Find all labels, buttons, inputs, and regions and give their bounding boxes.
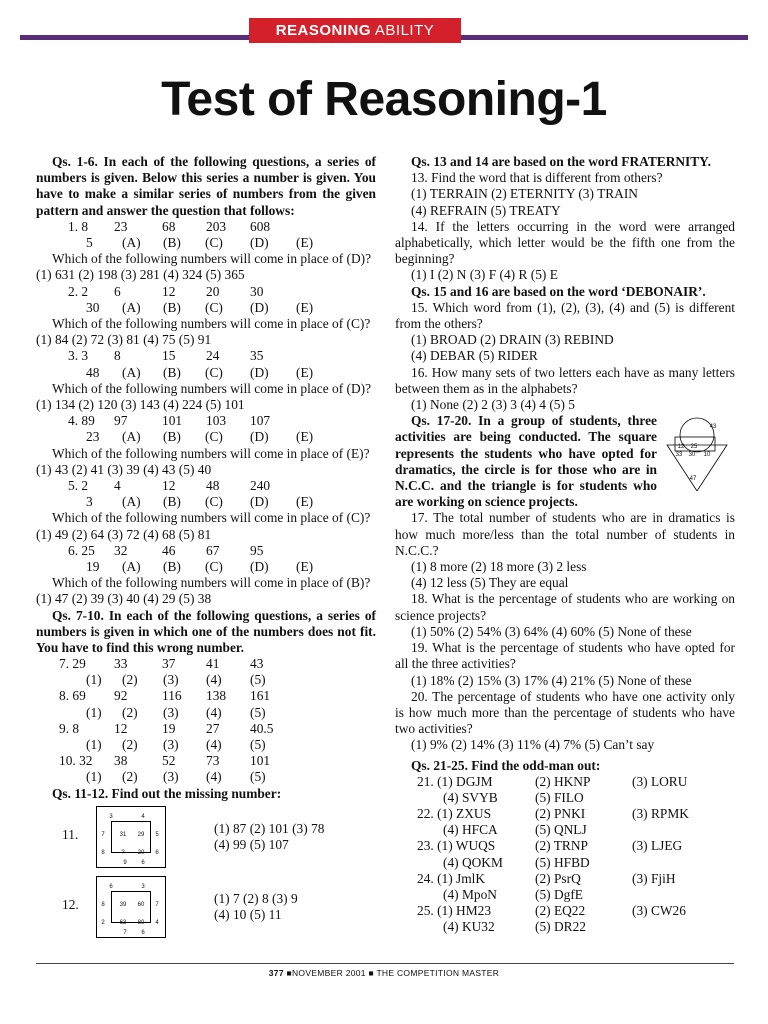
series-row-value: 35 (250, 348, 264, 364)
series-pattern-row-value: (A) (122, 235, 141, 250)
question-16: 16. How many sets of two letters each have as many letters between them as in the alphabets? (395, 364, 735, 396)
question-15-options: (1) BROAD (2) DRAIN (3) REBIND (411, 332, 614, 348)
odd-man-row-value: (4) QOKM (443, 854, 503, 870)
wrong-number-labels-value: (1) (86, 769, 102, 785)
odd-man-row-value: 22. (1) ZXUS (417, 806, 492, 822)
series-pattern-row-value: 23 (86, 429, 100, 445)
grid-cell: 60 (137, 901, 145, 908)
grid-cell: 9 (123, 859, 127, 866)
series-row-value: 5. 2 (68, 477, 89, 493)
series-row-value: 24 (206, 348, 220, 364)
series-row (36, 348, 376, 364)
series-row-value: 101 (162, 413, 183, 429)
wrong-number-row-value: 92 (114, 688, 128, 704)
venn-value: 12 (677, 444, 685, 451)
odd-man-row (395, 887, 735, 903)
wrong-number-row-value: 33 (114, 656, 128, 672)
instructions-17-20-block (395, 413, 735, 510)
odd-man-row-value: (5) HFBD (535, 854, 590, 870)
series-question: Which of the following numbers will come in place of (D)? (52, 251, 372, 267)
left-column (36, 154, 376, 942)
wrong-number-labels-value: (3) (163, 672, 179, 688)
odd-man-row (395, 903, 735, 919)
puzzle-options: (4) 99 (5) 107 (214, 836, 289, 852)
wrong-number-row-value: 43 (250, 656, 264, 672)
wrong-number-labels-value: (4) (206, 769, 222, 785)
series-options: (1) 49 (2) 64 (3) 72 (4) 68 (5) 81 (36, 526, 212, 542)
wrong-number-labels-value: (2) (122, 769, 138, 785)
series-pattern-row (36, 429, 376, 445)
series-row-value: 203 (206, 218, 227, 234)
wrong-number-labels-value: (1) (86, 737, 102, 753)
question-18: 18. What is the percentage of students who are working on science projects? (395, 591, 735, 623)
question-14-options: (1) I (2) N (3) F (4) R (5) E (411, 267, 558, 283)
grid-cell: 7 (123, 929, 127, 936)
odd-man-row-value: (5) DgfE (535, 887, 583, 903)
grid-cell: 6 (141, 859, 145, 866)
question-13-options: (4) REFRAIN (5) TREATY (411, 202, 561, 218)
question-13: 13. Find the word that is different from others? (411, 170, 663, 186)
series-pattern-row-value: (A) (122, 364, 141, 380)
series-options: (1) 43 (2) 41 (3) 39 (4) 43 (5) 40 (36, 461, 212, 477)
wrong-number-row-value: 161 (250, 688, 271, 704)
question-18-options: (1) 50% (2) 54% (3) 64% (4) 60% (5) None of these (411, 623, 692, 639)
series-pattern-row-value: (B) (163, 235, 181, 250)
question-17-options: (4) 12 less (5) They are equal (411, 575, 569, 591)
wrong-number-labels-value: (5) (250, 737, 266, 753)
series-row-value: 240 (250, 477, 271, 493)
series-row-value: 48 (206, 477, 220, 493)
series-row (36, 543, 376, 559)
instructions-15-16: Qs. 15 and 16 are based on the word ‘DEBONAIR’. (411, 283, 706, 299)
puzzle-options: (1) 87 (2) 101 (3) 78 (214, 820, 325, 836)
series-row-value: 95 (250, 542, 264, 558)
wrong-number-row-value: 19 (162, 720, 176, 736)
venn-value: 25 (690, 444, 698, 451)
series-pattern-row-value: (A) (122, 429, 141, 445)
odd-man-row (395, 871, 735, 887)
instructions-17-20: Qs. 17-20. In a group of students, three activities are being conducted. The square represents the students who have opted for dramatics, the circle is for those who are in N.C.C. and the triangle is for students who are working on science projects. (395, 413, 657, 510)
wrong-number-row-value: 40.5 (250, 720, 274, 736)
odd-man-row-value: (3) CW26 (632, 903, 686, 919)
wrong-number-labels-value: (3) (163, 769, 179, 785)
wrong-number-labels (36, 672, 376, 688)
question-20: 20. The percentage of students who have one activity only is how much more than the percentage of students who have two activities? (395, 688, 735, 737)
wrong-number-row (36, 656, 376, 672)
series-pattern-row-value: (C) (205, 235, 223, 250)
grid-cell: 80 (137, 919, 145, 926)
grid-cell: 31 (119, 831, 127, 838)
series-row (36, 219, 376, 235)
series-row-value: 23 (114, 218, 128, 234)
series-pattern-row-value: (A) (122, 558, 141, 574)
series-row-value: 4 (114, 477, 121, 493)
wrong-number-row-value: 37 (162, 656, 176, 672)
wrong-number-row-value: 52 (162, 753, 176, 769)
wrong-number-row-value: 10. 32 (59, 753, 93, 769)
wrong-number-labels-value: (3) (163, 704, 179, 720)
venn-value: 47 (689, 476, 697, 483)
odd-man-row-value: 24. (1) JmlK (417, 870, 486, 886)
question-15: 15. Which word from (1), (2), (3), (4) and (5) is different from the others? (395, 299, 735, 332)
odd-man-row-value: (4) KU32 (443, 919, 495, 935)
series-pattern-row-value: (E) (296, 429, 314, 445)
instructions-21-25: Qs. 21-25. Find the odd-man out: (411, 757, 601, 773)
series-pattern-row-value: (D) (250, 429, 269, 445)
series-row-value: 67 (206, 542, 220, 558)
odd-man-row (395, 838, 735, 854)
question-number: 12. (62, 896, 79, 912)
series-row-value: 8 (114, 348, 121, 364)
question-19: 19. What is the percentage of students who have opted for all the three activities? (395, 640, 735, 672)
grid-cell: 8 (101, 849, 105, 856)
odd-man-row (395, 774, 735, 790)
wrong-number-row (36, 721, 376, 737)
series-pattern-row-value: (C) (205, 299, 223, 315)
series-row-value: 103 (206, 413, 227, 429)
odd-man-row-value: 21. (1) DGJM (417, 773, 493, 789)
series-row-value: 32 (114, 542, 128, 558)
wrong-number-labels-value: (2) (122, 704, 138, 720)
series-pattern-row-value: (B) (163, 364, 181, 380)
wrong-number-row (36, 688, 376, 704)
wrong-number-row (36, 753, 376, 769)
grid-cell: 7 (101, 831, 105, 838)
series-pattern-row (36, 300, 376, 316)
series-pattern-row (36, 494, 376, 510)
series-question: Which of the following numbers will come in place of (E)? (52, 445, 370, 461)
series-pattern-row-value: (E) (296, 364, 314, 380)
odd-man-row-value: (3) FjiH (632, 870, 676, 886)
series-pattern-row-value: (E) (296, 235, 314, 250)
question-14: 14. If the letters occurring in the word were arranged alphabetically, which letter would be the fifth one from the beginning? (395, 218, 735, 267)
odd-man-row (395, 919, 735, 935)
venn-value: 10 (703, 452, 711, 459)
wrong-number-labels-value: (5) (250, 769, 266, 785)
series-options: (1) 631 (2) 198 (3) 281 (4) 324 (5) 365 (36, 267, 245, 283)
odd-man-row-value: (5) QNLJ (535, 822, 587, 838)
venn-diagram-figure (661, 411, 741, 491)
series-pattern-row-value: (B) (163, 494, 181, 510)
series-pattern-row-value: 48 (86, 364, 100, 380)
footer-square-icon: ■ (368, 968, 374, 978)
wrong-number-labels-value: (1) (86, 672, 102, 688)
series-pattern-row-value: (D) (250, 235, 269, 250)
venn-value: 43 (709, 424, 717, 431)
series-row-value: 12 (162, 477, 176, 493)
wrong-number-labels (36, 705, 376, 721)
series-row (36, 478, 376, 494)
puzzle-q11 (36, 802, 376, 872)
page-number: 377 (268, 968, 284, 978)
question-17-options: (1) 8 more (2) 18 more (3) 2 less (411, 559, 587, 575)
series-pattern-row-value: (E) (296, 299, 314, 315)
series-question: Which of the following numbers will come in place of (C)? (52, 315, 371, 331)
series-pattern-row (36, 235, 376, 251)
odd-man-row-value: (2) EQ22 (535, 903, 586, 919)
odd-man-row-value: (2) TRNP (535, 838, 588, 854)
odd-man-row (395, 855, 735, 871)
series-row-value: 12 (162, 283, 176, 299)
wrong-number-row-value: 138 (206, 688, 227, 704)
odd-man-row (395, 790, 735, 806)
series-pattern-row-value: 30 (86, 299, 100, 315)
footer-square-icon: ■ (286, 968, 292, 978)
grid-cell: 6 (141, 929, 145, 936)
footer-date: NOVEMBER 2001 (291, 968, 366, 978)
series-pattern-row-value: (E) (296, 494, 314, 510)
question-15-options: (4) DEBAR (5) RIDER (411, 348, 538, 364)
grid-cell: 29 (137, 831, 145, 838)
series-row-value: 97 (114, 413, 128, 429)
wrong-number-labels-value: (5) (250, 672, 266, 688)
grid-cell: 2 (101, 919, 105, 926)
wrong-number-labels-value: (2) (122, 737, 138, 753)
puzzle-options: (1) 7 (2) 8 (3) 9 (214, 890, 298, 906)
wrong-number-row-value: 73 (206, 753, 220, 769)
grid-cell: 6 (155, 849, 159, 856)
grid-cell: 3 (141, 883, 145, 890)
footer-magazine: THE COMPETITION MASTER (376, 968, 500, 978)
odd-man-row-value: (4) MpoN (443, 887, 497, 903)
section-banner (249, 18, 461, 43)
odd-man-row (395, 822, 735, 838)
wrong-number-labels-value: (2) (122, 672, 138, 688)
series-question: Which of the following numbers will come in place of (C)? (52, 510, 371, 526)
odd-man-row-value: 23. (1) WUQS (417, 838, 496, 854)
number-grid-figure (96, 806, 166, 868)
series-options: (1) 134 (2) 120 (3) 143 (4) 224 (5) 101 (36, 396, 245, 412)
section-subname: ABILITY (374, 22, 435, 39)
question-number: 11. (62, 826, 79, 842)
venn-value: 30 (688, 452, 696, 459)
series-options: (1) 47 (2) 39 (3) 40 (4) 29 (5) 38 (36, 591, 212, 607)
wrong-number-labels (36, 769, 376, 785)
series-pattern-row (36, 559, 376, 575)
question-17: 17. The total number of students who are in dramatics is how much more/less than the total number of students in N.C.C.? (395, 510, 735, 558)
series-row-value: 1. 8 (68, 218, 89, 234)
instructions-13-14: Qs. 13 and 14 are based on the word FRATERNITY. (411, 154, 711, 169)
wrong-number-row-value: 12 (114, 720, 128, 736)
odd-man-row-value: 25. (1) HM23 (417, 903, 492, 919)
grid-cell: 7 (155, 901, 159, 908)
wrong-number-row-value: 8. 69 (59, 688, 86, 704)
question-19-options: (1) 18% (2) 15% (3) 17% (4) 21% (5) None of these (411, 672, 692, 688)
instructions-1-6: Qs. 1-6. In each of the following questions, a series of numbers is given. Below this series a number is given. You have to make a similar series of numbers from the given pattern and answer the question that follows: (36, 154, 376, 218)
series-pattern-row-value: (C) (205, 558, 223, 574)
wrong-number-row-value: 116 (162, 688, 182, 704)
grid-cell: 3 (109, 813, 113, 820)
wrong-number-labels-value: (4) (206, 737, 222, 753)
page-footer (0, 968, 768, 978)
series-row (36, 284, 376, 300)
wrong-number-labels-value: (1) (86, 704, 102, 720)
number-grid-figure (96, 876, 166, 938)
series-row-value: 30 (250, 283, 264, 299)
series-pattern-row-value: (D) (250, 364, 269, 380)
grid-cell: 5 (155, 831, 159, 838)
series-question: Which of the following numbers will come in place of (D)? (52, 380, 372, 396)
odd-man-row-value: (5) FILO (535, 789, 584, 805)
odd-man-row-value: (3) RPMK (632, 806, 689, 822)
grid-cell: 6 (109, 883, 113, 890)
footer-rule (36, 963, 734, 964)
series-row-value: 15 (162, 348, 176, 364)
section-name: REASONING (275, 22, 372, 39)
grid-cell: 4 (141, 813, 145, 820)
series-pattern-row-value: (C) (205, 364, 223, 380)
wrong-number-row-value: 101 (250, 753, 271, 769)
wrong-number-labels (36, 737, 376, 753)
series-pattern-row-value: (D) (250, 299, 269, 315)
series-pattern-row-value: (A) (122, 299, 141, 315)
series-pattern-row-value: (D) (250, 558, 269, 574)
puzzle-options: (4) 10 (5) 11 (214, 906, 282, 922)
venn-value: 33 (675, 452, 683, 459)
instructions-11-12: Qs. 11-12. Find out the missing number: (52, 785, 282, 801)
series-row-value: 2. 2 (68, 283, 89, 299)
series-options: (1) 84 (2) 72 (3) 81 (4) 75 (5) 91 (36, 332, 212, 348)
series-pattern-row-value: (A) (122, 494, 141, 510)
series-pattern-row-value: (D) (250, 494, 269, 510)
question-16-options: (1) None (2) 2 (3) 3 (4) 4 (5) 5 (411, 397, 575, 413)
series-row-value: 6 (114, 283, 121, 299)
question-20-options: (1) 9% (2) 14% (3) 11% (4) 7% (5) Can’t say (411, 737, 655, 753)
series-pattern-row-value: (C) (205, 494, 223, 510)
grid-cell: ? (121, 849, 125, 856)
series-pattern-row (36, 365, 376, 381)
grid-cell: 20 (137, 849, 145, 856)
grid-cell: 63 (119, 919, 127, 926)
wrong-number-row-value: 9. 8 (59, 720, 80, 736)
odd-man-row-value: (3) LORU (632, 773, 688, 789)
wrong-number-labels-value: (4) (206, 704, 222, 720)
series-row-value: 3. 3 (68, 348, 89, 364)
series-row-value: 4. 89 (68, 413, 95, 429)
series-pattern-row-value: (E) (296, 558, 314, 574)
series-pattern-row-value: 19 (86, 558, 100, 574)
series-row-value: 20 (206, 283, 220, 299)
series-row-value: 46 (162, 542, 176, 558)
question-13-options: (1) TERRAIN (2) ETERNITY (3) TRAIN (411, 186, 638, 202)
right-column (395, 154, 735, 936)
wrong-number-row-value: 7. 29 (59, 656, 86, 672)
instructions-7-10: Qs. 7-10. In each of the following questions, a series of numbers is given in which one of the numbers does not fit. You have to find this wrong number. (36, 607, 376, 655)
series-row-value: 107 (250, 413, 271, 429)
series-row-value: 6. 25 (68, 542, 95, 558)
series-pattern-row-value: 5 (86, 235, 93, 250)
odd-man-row-value: (5) DR22 (535, 919, 586, 935)
wrong-number-row-value: 38 (114, 753, 128, 769)
grid-cell: 39 (119, 901, 127, 908)
odd-man-row-value: (3) LJEG (632, 838, 683, 854)
page-title: Test of Reasoning-1 (161, 73, 607, 126)
odd-man-row-value: (4) HFCA (443, 822, 498, 838)
series-pattern-row-value: (B) (163, 299, 181, 315)
series-row-value: 68 (162, 218, 176, 234)
series-pattern-row-value: (B) (163, 429, 181, 445)
series-row (36, 413, 376, 429)
puzzle-q12 (36, 872, 376, 942)
odd-man-row-value: (4) SVYB (443, 789, 498, 805)
grid-cell: 8 (101, 901, 105, 908)
wrong-number-row-value: 41 (206, 656, 220, 672)
wrong-number-labels-value: (3) (163, 737, 179, 753)
odd-man-row-value: (2) PNKI (535, 806, 586, 822)
odd-man-row (395, 806, 735, 822)
wrong-number-labels-value: (5) (250, 704, 266, 720)
odd-man-row-value: (2) HKNP (535, 773, 591, 789)
series-pattern-row-value: (C) (205, 429, 223, 445)
grid-cell: 4 (155, 919, 159, 926)
series-question: Which of the following numbers will come in place of (B)? (52, 575, 371, 591)
series-pattern-row-value: 3 (86, 494, 93, 510)
series-row-value: 608 (250, 218, 271, 234)
wrong-number-row-value: 27 (206, 720, 220, 736)
odd-man-row-value: (2) PsrQ (535, 870, 581, 886)
series-pattern-row-value: (B) (163, 558, 181, 574)
wrong-number-labels-value: (4) (206, 672, 222, 688)
